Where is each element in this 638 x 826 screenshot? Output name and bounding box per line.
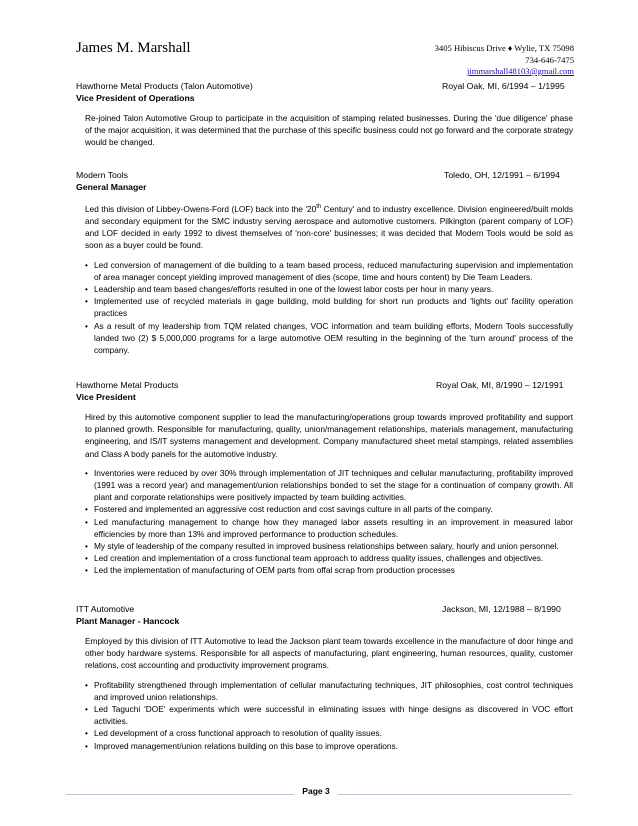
list-item: • Led manufacturing management to change how they managed labor assets resulting in an improvement in measured labor efficiencies by more than 13% and improved performance to production schedules.	[85, 516, 573, 540]
list-item: • Led Taguchi 'DOE' experiments which were successful in eliminating issues with hinge designs as discovered in VOC effort activities.	[85, 703, 573, 727]
location-dates: Royal Oak, MI, 8/1990 – 12/1991	[436, 380, 564, 390]
job-description: Led this division of Libbey-Owens-Ford (LOF) back into the '20th Century' and to industry excellence. Division engineered/built molds and secondary equipment for the SMC industry serving aerospace and automotive customers. Pilkington (parent company of LOF) and LOF decided in early 1992 to divest themselves of 'non-core' businesses; it was decided that Modern Tools would be sold as soon as a buyer could be found.	[85, 203, 574, 251]
job-header	[76, 379, 574, 391]
job-entry	[76, 379, 574, 577]
superscript: th	[316, 204, 322, 210]
footer-divider	[338, 794, 572, 795]
job-title: Vice President of Operations	[76, 93, 195, 103]
footer-divider	[66, 794, 294, 795]
job-entry	[76, 603, 574, 752]
job-header	[76, 169, 574, 181]
list-item: • Inventories were reduced by over 30% through implementation of JIT techniques and cellular manufacturing, profitability improved (1991 was a record year) and management/union relationships bonded to set the stage for a continuation of company growth. All plant and corporate relationships were positively impacted by team building activities.	[85, 467, 573, 504]
location-dates: Jackson, MI, 12/1988 – 8/1990	[442, 604, 561, 614]
job-title: Vice President	[76, 392, 136, 402]
job-title: Plant Manager - Hancock	[76, 616, 180, 626]
contact-block	[435, 43, 574, 78]
job-entry	[76, 80, 574, 149]
achievement-list	[85, 467, 573, 577]
list-item: • Implemented use of recycled materials in gage building, mold building for short run products and 'lights out' facility operation practices	[85, 295, 573, 319]
job-description: Employed by this division of ITT Automotive to lead the Jackson plant team towards excellence in the manufacture of door hinge and other body hardware systems. Responsible for all aspects of manufacturing, plant engineering, human resources, quality, customer relations, cost accounting and productivity improvement programs.	[85, 636, 573, 671]
job-entry	[76, 169, 574, 356]
achievement-list	[85, 259, 573, 357]
address: 3405 Hibiscus Drive ♦ Wylie, TX 75098	[434, 43, 574, 53]
job-description: Hired by this automotive component supplier to lead the manufacturing/operations group towards improved profitability and support to planned growth. Responsible for manufacturing, quality, union/management relationships, materials management, manufacturing engineering, and IS/IT systems management and development. Company manufactured sheet metal stampings, related assemblies and Class A body panels for the automotive industry.	[85, 412, 573, 459]
job-description: Re-joined Talon Automotive Group to participate in the acquisition of stamping related businesses. During the 'due diligence' phase of the major acquisition, it was determined that the purchase of this specific business could not go forward and the corporate strategy would be changed.	[85, 113, 573, 148]
company-name: Hawthorne Metal Products (Talon Automotive)	[76, 81, 253, 91]
location-dates: Toledo, OH, 12/1991 – 6/1994	[444, 170, 560, 180]
list-item: • Improved management/union relations building on this base to improve operations.	[85, 740, 573, 752]
job-title: General Manager	[76, 182, 147, 192]
job-header	[76, 80, 574, 92]
list-item: • My style of leadership of the company resulted in improved business relationships between salary, hourly and union personnel.	[85, 540, 573, 552]
company-name: ITT Automotive	[76, 604, 135, 614]
phone: 734-646-7475	[525, 54, 574, 65]
list-item: • Led conversion of management of die building to a team based process, reduced manufacturing supervision and implementation of area manager concept yielding improved management of dies (scope, time and hours content) by Die Team Leaders.	[85, 259, 573, 283]
achievement-list	[85, 679, 573, 752]
list-item: • As a result of my leadership from TQM related changes, VOC information and team building efforts, Modern Tools successfully landed two (2) $ 5,000,000 programs for a large automotive OEM resulting in the beginning of the 'turn around' process of the company.	[85, 320, 573, 357]
email-link[interactable]: jimmarshall48103@gmail.com	[467, 66, 574, 76]
list-item: • Leadership and team based changes/efforts resulted in one of the lowest labor costs per hour in many years.	[85, 283, 573, 295]
company-name: Modern Tools	[76, 170, 128, 180]
list-item: • Led the implementation of manufacturing of OEM parts from offal scrap from production processes	[85, 564, 573, 576]
page-number: Page 3	[302, 786, 330, 796]
company-name: Hawthorne Metal Products	[76, 380, 179, 390]
candidate-name: James M. Marshall	[76, 40, 191, 56]
location-dates: Royal Oak, MI, 6/1994 – 1/1995	[442, 81, 565, 91]
list-item: • Led creation and implementation of a cross functional team approach to address quality issues, challenges and objectives.	[85, 552, 573, 564]
list-item: • Fostered and implemented an aggressive cost reduction and cost savings culture in all parts of the company.	[85, 503, 573, 515]
list-item: • Led development of a cross functional approach to resolution of quality issues.	[85, 727, 573, 739]
job-header	[76, 603, 574, 615]
list-item: • Profitability strengthened through implementation of cellular manufacturing techniques, JIT philosophies, cost control techniques and improved union relationships.	[85, 679, 573, 703]
